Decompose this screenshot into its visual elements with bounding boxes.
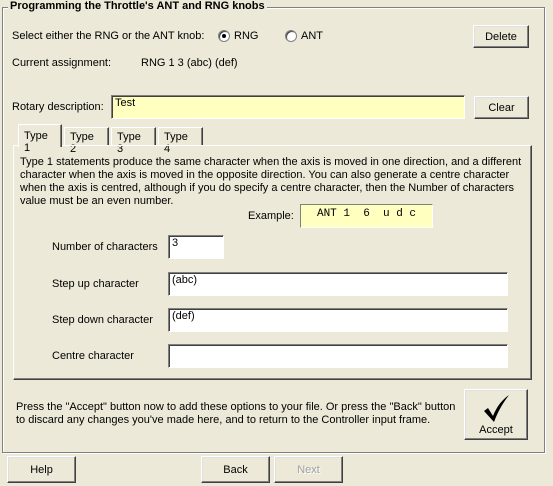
group-title: Programming the Throttle's ANT and RNG knobs (10, 0, 265, 12)
rotary-description-label: Rotary description: (12, 101, 104, 113)
tab-type-2-label: Type 2 (70, 131, 94, 155)
centre-label: Centre character (52, 350, 134, 362)
radio-rng-label: RNG (234, 30, 259, 42)
delete-button-label: Delete (485, 30, 517, 43)
radio-selected-dot (222, 34, 226, 38)
step-up-input[interactable]: (abc) (168, 272, 508, 296)
rotary-description-input[interactable]: Test (111, 95, 465, 119)
step-up-label: Step up character (52, 278, 139, 290)
clear-button-label: Clear (488, 101, 515, 114)
tab-type-4[interactable] (158, 127, 203, 155)
radio-rng[interactable] (218, 30, 258, 42)
assignment-label: Current assignment: (12, 57, 112, 69)
next-button[interactable] (274, 456, 343, 483)
clear-button[interactable] (474, 96, 529, 119)
tab-type-3[interactable] (111, 127, 156, 155)
example-label: Example: (248, 210, 294, 222)
help-button-label: Help (30, 463, 53, 476)
help-button[interactable] (7, 456, 76, 483)
step-down-label: Step down character (52, 314, 153, 326)
footer-instructions: Press the "Accept" button now to add these options to your file. Or press the "Back" button to discard any changes you've made here, and to return to the Controller input frame. (16, 401, 456, 426)
assignment-value: RNG 1 3 (abc) (def) (141, 57, 238, 69)
radio-ant[interactable] (285, 30, 323, 42)
next-button-label: Next (297, 463, 320, 476)
tab-type-4-label: Type 4 (164, 131, 188, 155)
num-chars-label: Number of characters (52, 241, 158, 253)
back-button[interactable] (201, 456, 270, 483)
radio-rng-circle[interactable] (218, 30, 230, 42)
accept-button[interactable] (464, 389, 528, 440)
select-knob-label: Select either the RNG or the ANT knob: (12, 30, 205, 42)
tab-type-3-label: Type 3 (117, 131, 141, 155)
back-button-label: Back (223, 463, 248, 476)
delete-button[interactable] (473, 25, 529, 48)
tab-type-1-label: Type 1 (24, 130, 48, 154)
type-description: Type 1 statements produce the same character when the axis is moved in one direction, and a different character when the axis is moved in the opposite direction. You can also generate a centre character when the axis is centred, although if you do specify a centre character, then the Number of characters value must be an even number. (20, 156, 522, 207)
tab-type-1[interactable] (18, 124, 62, 154)
example-value: ANT 1 6 u d c (300, 204, 433, 228)
radio-ant-label: ANT (301, 30, 323, 42)
step-down-input[interactable]: (def) (168, 308, 508, 332)
accept-button-label: Accept (479, 424, 513, 436)
centre-input[interactable] (168, 344, 508, 368)
radio-ant-circle[interactable] (285, 30, 297, 42)
num-chars-input[interactable]: 3 (168, 235, 224, 259)
tab-type-2[interactable] (64, 127, 109, 155)
checkmark-icon (481, 394, 511, 424)
